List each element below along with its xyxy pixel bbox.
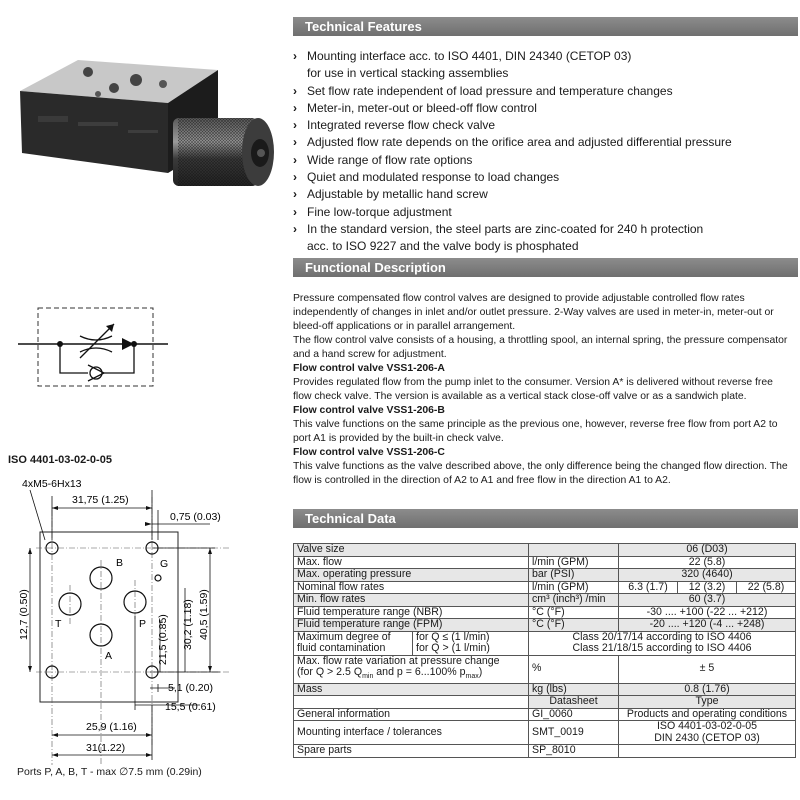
vss1-206-c-text: This valve functions as the valve described above, the only difference being the changed flow direction. The flow is controlled in the direction of A2 to A1 and free flow in the direction A1 to A2.: [293, 461, 788, 486]
dim-12-7: 12,7 (0.50): [18, 589, 30, 640]
feature-item: › Fine low-torque adjustment: [291, 204, 796, 221]
port-t-label: T: [55, 618, 62, 630]
vss1-206-b-title: Flow control valve VSS1-206-B: [293, 405, 445, 416]
vss1-206-c-title: Flow control valve VSS1-206-C: [293, 447, 445, 458]
table-row: Min. flow rates cm³ (inch³) /min 60 (3.7): [294, 594, 796, 607]
dim-40-5: 40,5 (1.59): [198, 589, 210, 640]
port-a-label: A: [105, 650, 113, 662]
table-row: General information GI_0060 Products and operating conditions: [294, 708, 796, 721]
dim-21-5: 21,5 (0.85): [157, 614, 169, 665]
bullet-icon: ›: [293, 100, 297, 115]
screw-spec: 4xM5-6Hx13: [22, 478, 82, 490]
bullet-icon: ›: [293, 221, 297, 236]
table-row: Valve size 06 (D03): [294, 544, 796, 557]
port-p-label: P: [139, 618, 147, 630]
mounting-interface-drawing: [0, 470, 240, 766]
table-row: Mounting interface / tolerances SMT_0019 ISO 4401-03-02-0-05 DIN 2430 (CETOP 03): [294, 721, 796, 745]
port-g-label: G: [160, 558, 169, 570]
port-b-label: B: [116, 557, 124, 569]
bullet-icon: ›: [293, 118, 297, 133]
dim-0-75: 0,75 (0.03): [170, 511, 221, 523]
functional-description: [293, 292, 793, 488]
func-paragraph-2: The flow control valve consists of a housing, a throttling spool, an internal spring, the pressure compensator and a hand screw for adjustment.: [293, 335, 788, 360]
ports-note: Ports P, A, B, T - max ∅7.5 mm (0.29in): [17, 766, 202, 778]
vss1-206-a-title: Flow control valve VSS1-206-A: [293, 363, 445, 374]
table-row: Max. flow l/min (GPM) 22 (5.8): [294, 556, 796, 569]
bullet-icon: ›: [293, 204, 297, 219]
vss1-206-b-text: This valve functions on the same principle as the previous one, however, reverse free flow from port A2 to port A1 is provided by the built-in check valve.: [293, 419, 778, 444]
functional-description-header: Functional Description: [293, 258, 798, 277]
table-row: Mass kg (lbs) 0.8 (1.76): [294, 683, 796, 696]
vss1-206-a-text: Provides regulated flow from the pump inlet to the consumer. Version A* is delivered without reverse free flow check valve. The version is available as a vertical stack close-off valve or as a sandwich plate.: [293, 377, 773, 402]
product-image: [18, 58, 276, 208]
bullet-icon: ›: [293, 83, 297, 98]
table-row: Fluid temperature range (FPM) °C (°F) -20 .... +120 (-4 ... +248): [294, 619, 796, 632]
feature-item: › Quiet and modulated response to load changes: [291, 169, 796, 186]
features-list: [291, 48, 796, 256]
bullet-icon: ›: [293, 135, 297, 150]
drawing-title: ISO 4401-03-02-0-05: [8, 454, 112, 466]
bullet-icon: ›: [293, 170, 297, 185]
table-row: Maximum degree of fluid contamination for Q ≤ (1 l/min) for Q > (1 l/min) Class 20/17/14 according to ISO 4406 Class 21/18/15 according to ISO 4406: [294, 631, 796, 655]
dim-31-75: 31,75 (1.25): [72, 494, 129, 506]
feature-item: › In the standard version, the steel parts are zinc-coated for 240 h protection acc. to ISO 9227 and the valve body is phosphated: [293, 221, 704, 254]
bullet-icon: ›: [293, 187, 297, 202]
dim-30-2: 30,2 (1.18): [182, 599, 194, 650]
feature-item: › Set flow rate independent of load pressure and temperature changes: [291, 83, 796, 100]
feature-item: › Meter-in, meter-out or bleed-off flow control: [291, 100, 796, 117]
dim-15-5: 15,5 (0.61): [165, 701, 216, 713]
dim-5-1: 5,1 (0.20): [168, 682, 213, 694]
table-row: Nominal flow rates l/min (GPM) 6.3 (1.7) 12 (3.2) 22 (5.8): [294, 581, 796, 594]
table-row: Max. flow rate variation at pressure change (for Q > 2.5 $Q_{min}$ and p = 6...100% $p_{max}$) % ± 5: [294, 655, 796, 683]
table-row: Datasheet Type: [294, 696, 796, 709]
feature-item: › Mounting interface acc. to ISO 4401, DIN 24340 (CETOP 03) for use in vertical stacking assemblies: [293, 49, 632, 81]
dim-25-9: 25,9 (1.16): [86, 721, 137, 733]
technical-features-header: Technical Features: [293, 17, 798, 36]
table-row: Max. operating pressure bar (PSI) 320 (4640): [294, 569, 796, 582]
feature-item: › Adjustable by metallic hand screw: [291, 186, 796, 203]
technical-data-table: [293, 543, 796, 758]
feature-item: › Adjusted flow rate depends on the orifice area and adjusted differential pressure: [291, 134, 796, 151]
func-paragraph-1: Pressure compensated flow control valves are designed to provide adjustable controlled flow rates independently of changes in inlet and/or outlet pressure. 2-Way valves are used in meter-in, meter-out or bleed-off applications or in parallel arrangement.: [293, 293, 774, 332]
table-row: Spare parts SP_8010: [294, 745, 796, 758]
table-row: Fluid temperature range (NBR) °C (°F) -30 .... +100 (-22 ... +212): [294, 606, 796, 619]
feature-item: › Integrated reverse flow check valve: [291, 117, 796, 134]
dim-31: 31(1.22): [86, 742, 126, 754]
bullet-icon: ›: [293, 152, 297, 167]
feature-item: › Wide range of flow rate options: [291, 152, 796, 169]
hydraulic-symbol: [18, 298, 168, 390]
bullet-icon: ›: [293, 49, 297, 63]
technical-data-header: Technical Data: [293, 509, 798, 528]
